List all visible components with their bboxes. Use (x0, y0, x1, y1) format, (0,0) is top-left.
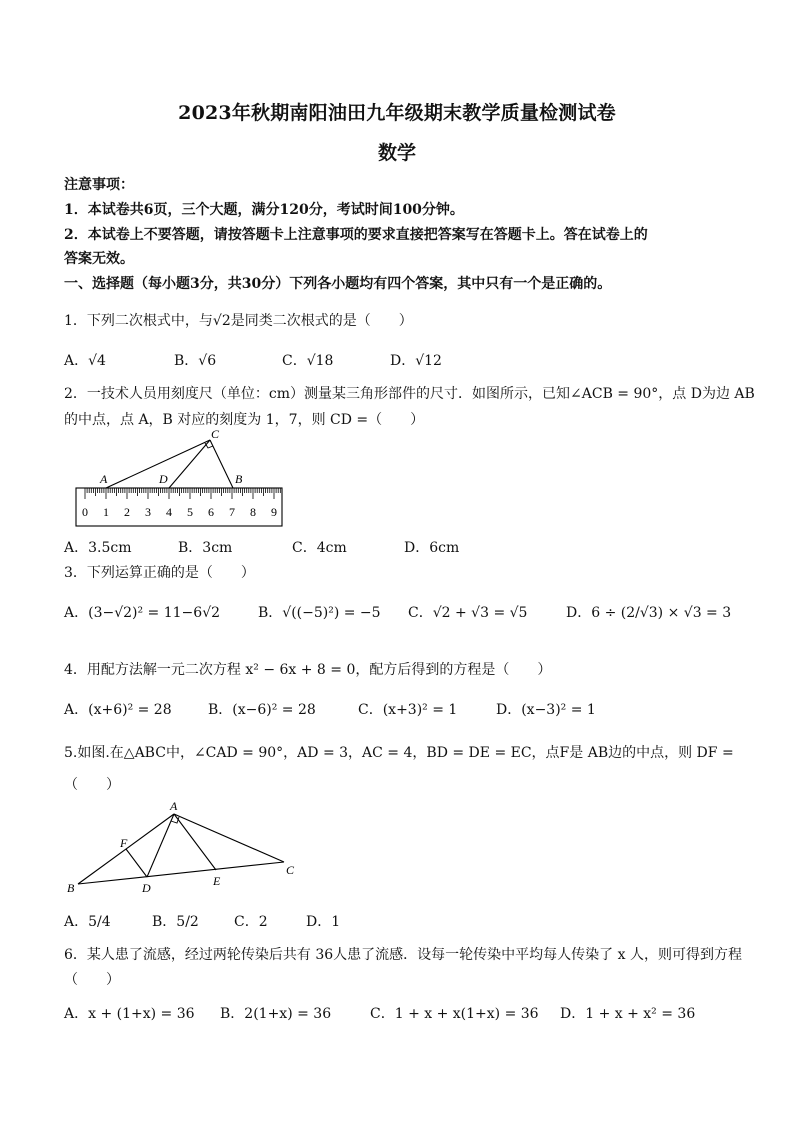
point-label-e: E (213, 874, 221, 888)
ruler-triangle-figure (70, 426, 290, 530)
point-label-d: D (142, 881, 151, 895)
point-label-f: F (120, 836, 128, 850)
segment-ac (106, 440, 210, 488)
ruler-tick-marks (85, 488, 280, 499)
point-label-b: B (235, 472, 243, 486)
ruler-number: 6 (208, 505, 214, 519)
exam-title: 2023年秋期南阳油田九年级期末教学质量检测试卷 (178, 102, 616, 124)
ruler-number: 0 (82, 505, 88, 519)
segment-fd (126, 849, 147, 877)
question-1-option-d: D．√12 (390, 353, 442, 369)
question-3-option-d: D．6 ÷ (2/√3) × √3 = 3 (566, 605, 732, 621)
triangle-abc-figure (62, 796, 312, 900)
question-6-stem-line-1: 6．某人患了流感，经过两轮传染后共有 36人患了流感．设每一轮传染中平均每人传染了 x 人，则可得到方程 (64, 947, 742, 963)
ruler-number: 2 (124, 505, 130, 519)
question-3-stem: 3．下列运算正确的是（ ） (64, 565, 255, 581)
question-2-stem-line-2: 的中点，点 A，B 对应的刻度为 1，7，则 CD =（ ） (64, 412, 425, 428)
ruler-number: 5 (187, 505, 193, 519)
question-5-option-c: C．2 (234, 914, 268, 930)
question-5-stem-line-1: 5.如图.在△ABC中，∠CAD = 90°，AD = 3，AC = 4，BD = DE = EC，点F是 AB边的中点，则 DF = (64, 745, 734, 761)
question-5-stem-line-2: （ ） (64, 777, 120, 793)
question-1-option-a: A．√4 (64, 353, 106, 369)
question-1-stem: 1．下列二次根式中，与√2是同类二次根式的是（ ） (64, 313, 413, 329)
question-6-option-b: B．2(1+x) = 36 (220, 1006, 332, 1022)
question-2-option-c: C．4cm (292, 540, 347, 556)
ruler-number: 7 (229, 505, 235, 519)
ruler-number: 3 (145, 505, 151, 519)
question-3-option-c: C．√2 + √3 = √5 (408, 605, 528, 621)
question-4-option-a: A．(x+6)² = 28 (64, 702, 172, 718)
question-5-option-a: A．5/4 (64, 914, 111, 930)
point-label-a: A (100, 472, 108, 486)
question-5-option-d: D．1 (306, 914, 341, 930)
point-label-d: D (159, 472, 168, 486)
question-6-option-c: C．1 + x + x(1+x) = 36 (370, 1006, 539, 1022)
section-1-heading: 一、选择题（每小题3分，共30分）下列各小题均有四个答案，其中只有一个是正确的。 (64, 276, 612, 292)
segment-cb (210, 440, 233, 488)
notes-item-2-line-2: 答案无效。 (64, 251, 134, 267)
segment-cd (169, 440, 210, 488)
question-6-option-a: A．x + (1+x) = 36 (64, 1006, 195, 1022)
question-4-option-b: B．(x−6)² = 28 (208, 702, 316, 718)
ruler-number: 8 (250, 505, 256, 519)
question-6-stem-line-2: （ ） (64, 972, 120, 988)
point-label-a: A (170, 799, 178, 813)
segment-bc (78, 862, 284, 884)
ruler-number: 9 (271, 505, 277, 519)
ruler-numbers (82, 505, 277, 519)
question-4-option-d: D．(x−3)² = 1 (496, 702, 596, 718)
point-label-c: C (286, 863, 295, 877)
question-5-option-b: B．5/2 (152, 914, 199, 930)
notes-item-1: 1．本试卷共6页，三个大题，满分120分，考试时间100分钟。 (64, 202, 464, 218)
segment-ae (174, 814, 216, 870)
question-1-option-c: C．√18 (282, 353, 334, 369)
ruler-number: 4 (166, 505, 172, 519)
question-4-option-c: C．(x+3)² = 1 (358, 702, 458, 718)
question-3-option-b: B．√((−5)²) = −5 (258, 605, 381, 621)
notes-item-2-line-1: 2．本试卷上不要答题，请按答题卡上注意事项的要求直接把答案写在答题卡上。答在试卷上的 (64, 227, 648, 243)
question-2-option-d: D．6cm (404, 540, 460, 556)
question-6-option-d: D．1 + x + x² = 36 (560, 1006, 696, 1022)
notes-heading: 注意事项： (64, 177, 134, 193)
question-2-stem-line-1: 2．一技术人员用刻度尺（单位：cm）测量某三角形部件的尺寸．如图所示，已知∠ACB = 90°，点 D为边 AB (64, 386, 755, 402)
question-3-option-a: A．(3−√2)² = 11−6√2 (64, 605, 221, 621)
point-label-b: B (67, 881, 75, 895)
exam-subject: 数学 (377, 142, 416, 164)
ruler-number: 1 (103, 505, 109, 519)
question-2-option-a: A．3.5cm (64, 540, 132, 556)
question-1-option-b: B．√6 (174, 353, 217, 369)
question-4-stem: 4．用配方法解一元二次方程 x² − 6x + 8 = 0，配方后得到的方程是（ ） (64, 662, 552, 678)
point-label-c: C (211, 427, 220, 441)
segment-ac (174, 814, 284, 862)
question-2-option-b: B．3cm (178, 540, 233, 556)
